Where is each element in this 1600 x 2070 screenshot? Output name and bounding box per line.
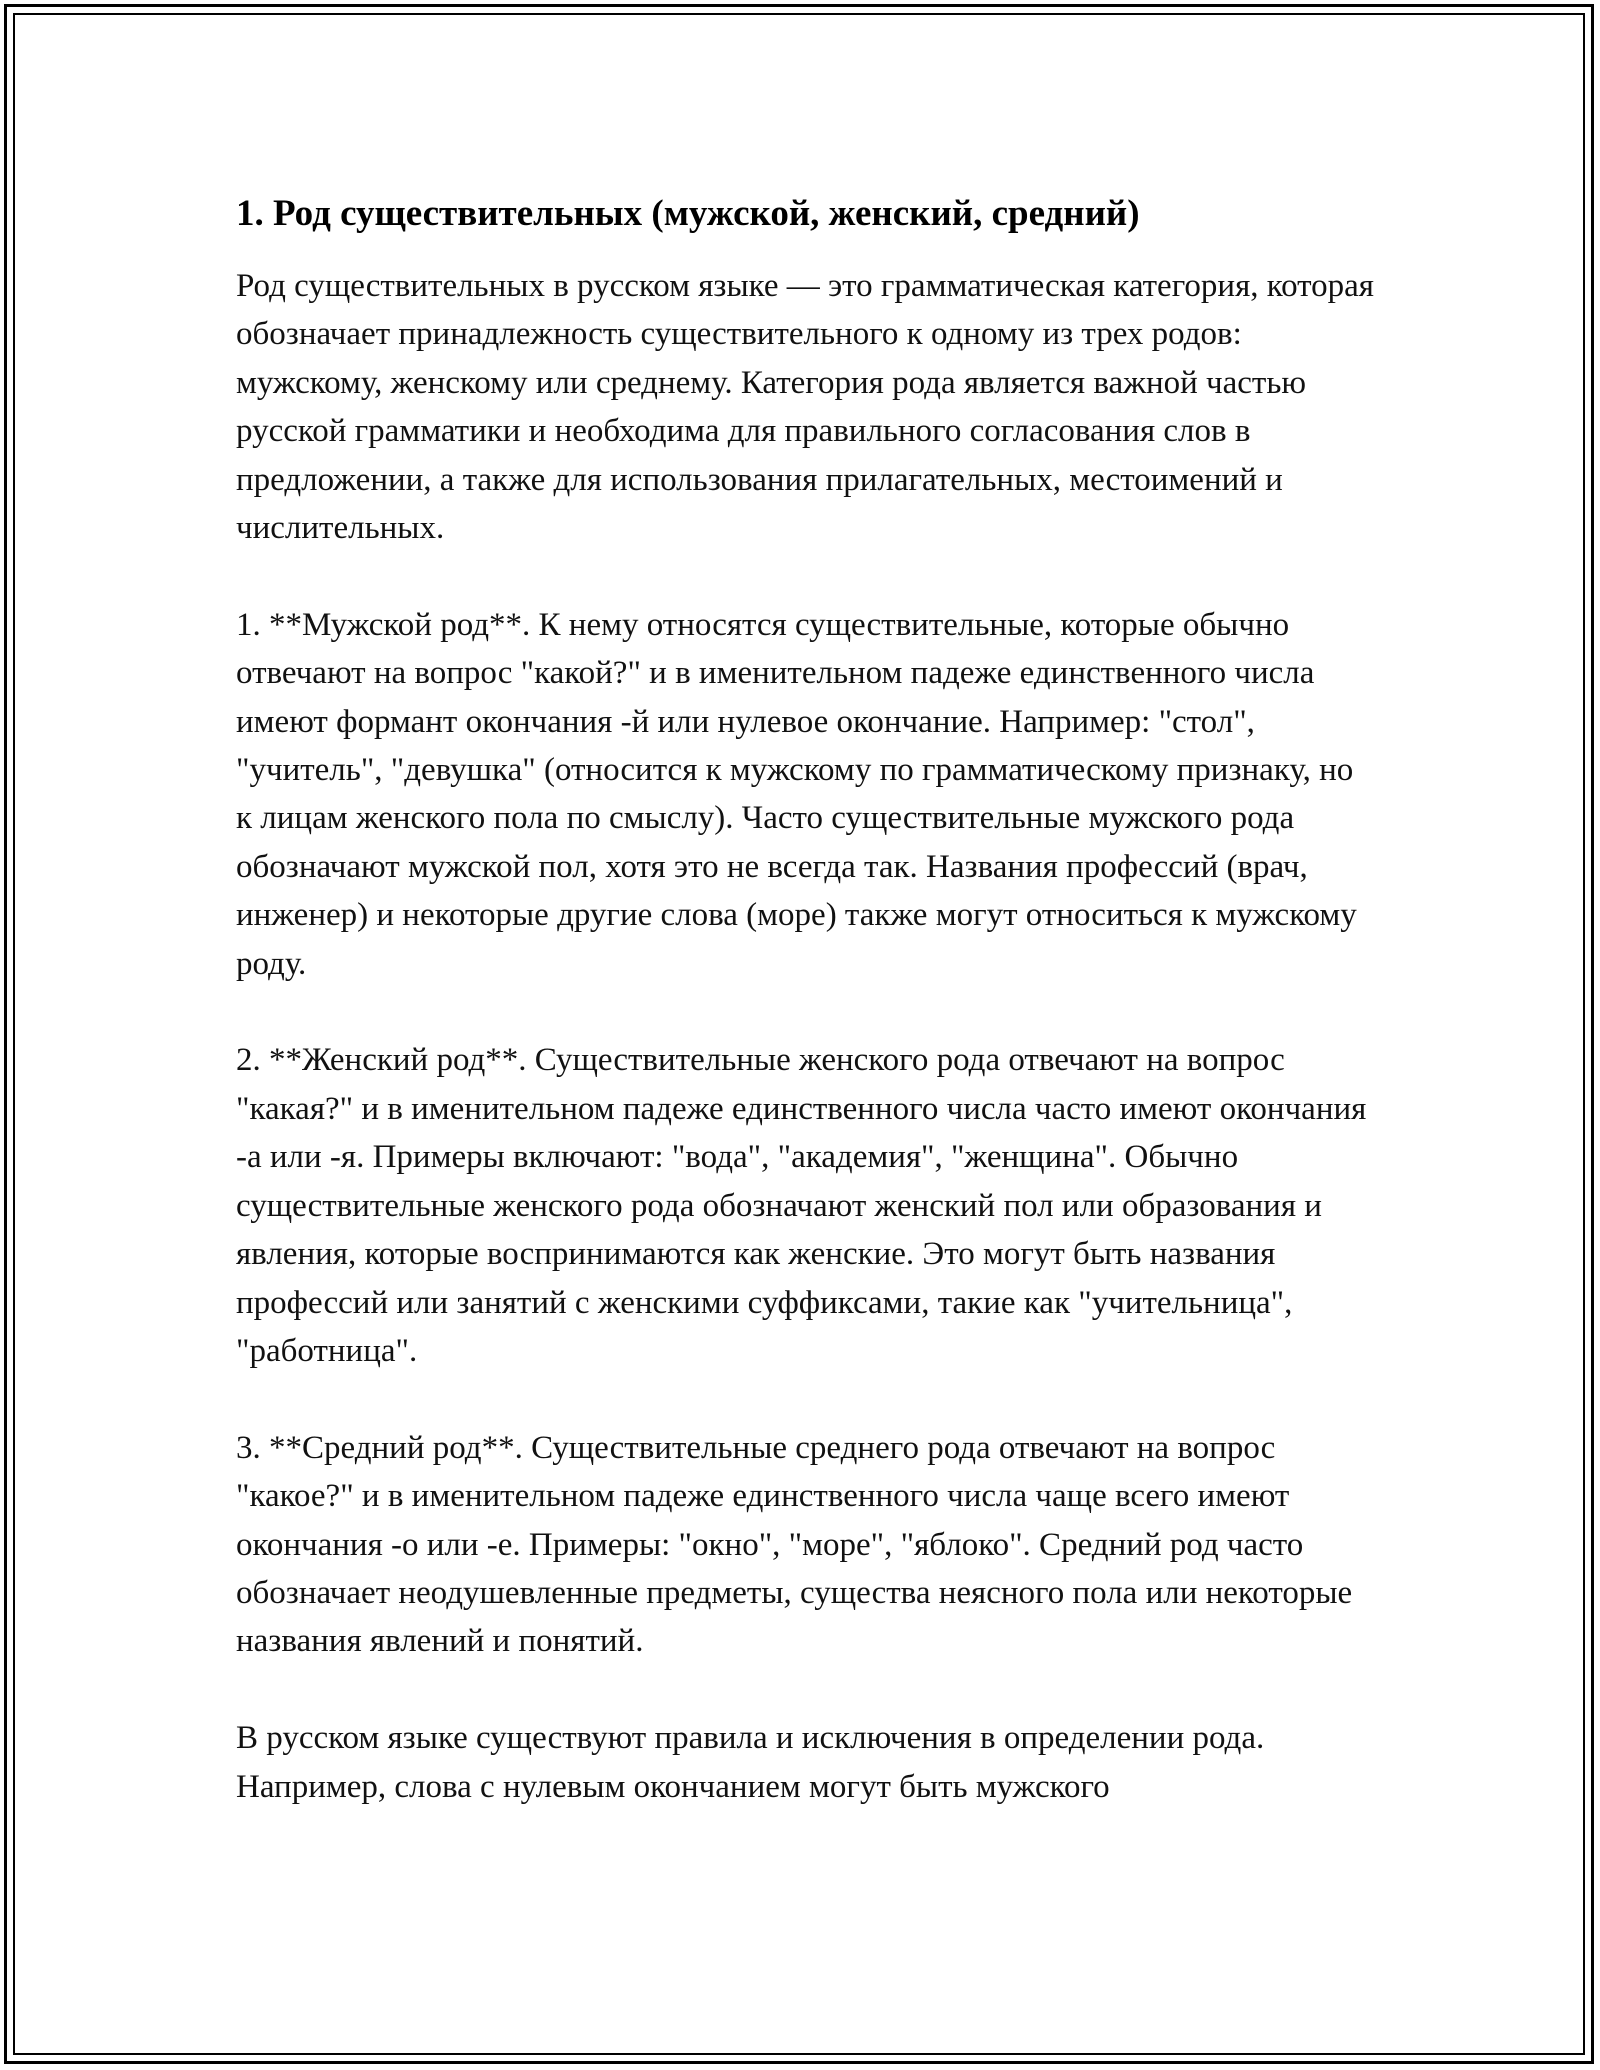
- document-body: [236, 178, 1376, 1859]
- intro-paragraph: Род существительных в русском языке — это грамматическая категория, которая обозначает принадлежность существительного к одному из трех родов: мужскому, женскому или среднему. Категория рода является важной частью русской грамматики и необходима для правильного согласования слов в предложении, а также для использования прилагательных, местоимений и числительных.: [236, 268, 1374, 547]
- feminine-gender-paragraph: 2. **Женский род**. Существительные женского рода отвечают на вопрос "какая?" и в именительном падеже единственного числа часто имеют окончания -а или -я. Примеры включают: "вода", "академия", "женщина". Обычно существительные женского рода обозначают женский пол или образования и явления, которые воспринимаются как женские. Это могут быть названия профессий или занятий с женскими суффиксами, такие как "учительница", "работница".: [236, 1042, 1367, 1369]
- neuter-gender-paragraph: 3. **Средний род**. Существительные среднего рода отвечают на вопрос "какое?" и в именительном падеже единственного числа чаще всего имеют окончания -о или -е. Примеры: "окно", "море", "яблоко". Средний род часто обозначает неодушевленные предметы, существа неясного пола или некоторые названия явлений и понятий.: [236, 1429, 1353, 1660]
- section-heading: 1. Род существительных (мужской, женский, средний): [236, 193, 1140, 234]
- masculine-gender-paragraph: 1. **Мужской род**. К нему относятся существительные, которые обычно отвечают на вопрос "какой?" и в именительном падеже единственного числа имеют формант окончания -й или нулевое окончание. Например: "стол", "учитель", "девушка" (относится к мужскому по грамматическому признаку, но к лицам женского пола по смыслу). Часто существительные мужского рода обозначают мужской пол, хотя это не всегда так. Названия профессий (врач, инженер) и некоторые другие слова (море) также могут относиться к мужскому роду.: [236, 606, 1357, 982]
- rules-exceptions-paragraph: В русском языке существуют правила и исключения в определении рода. Например, слова с нулевым окончанием могут быть мужского: [236, 1720, 1265, 1805]
